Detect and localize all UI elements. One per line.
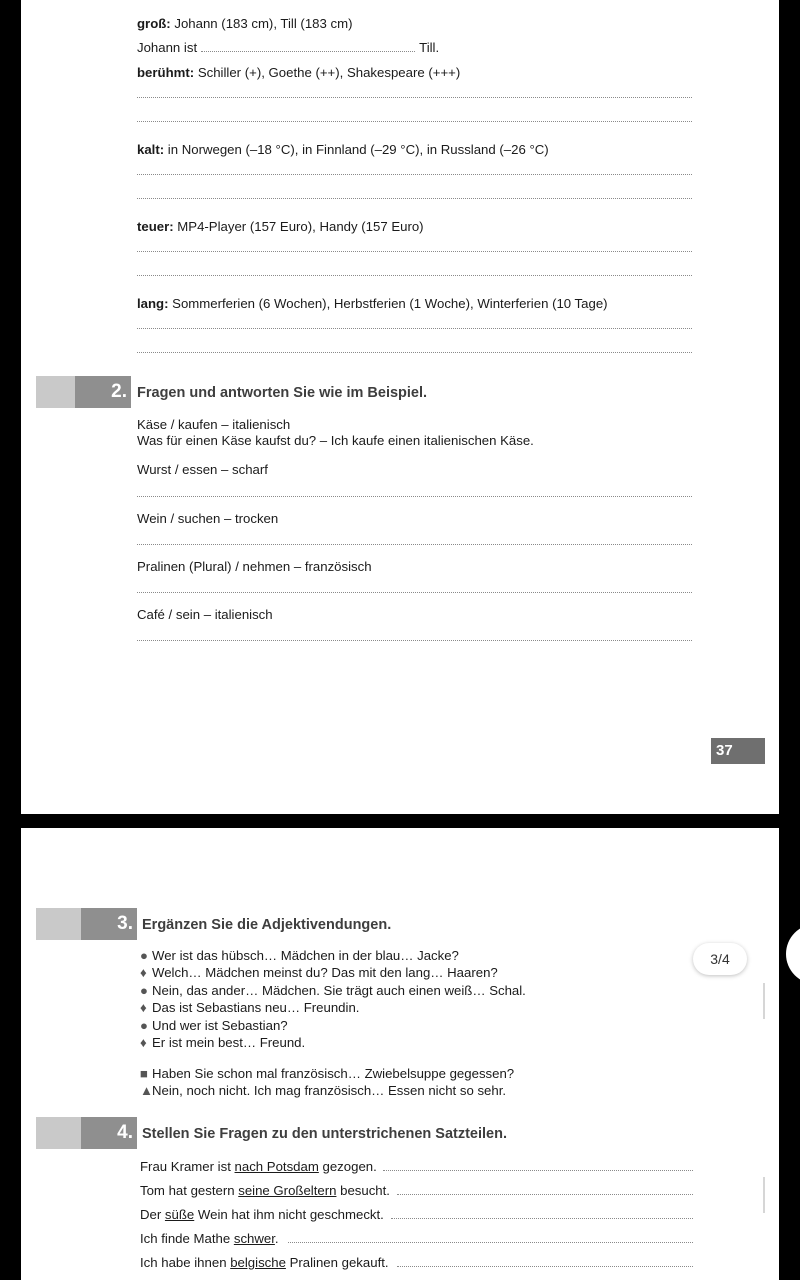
- bullet-icon: ●: [140, 1018, 148, 1033]
- answer-line[interactable]: [397, 1194, 693, 1195]
- answer-line[interactable]: [137, 275, 692, 276]
- sentence: Der süße Wein hat ihm nicht geschmeckt.: [140, 1207, 384, 1222]
- triangle-icon: ▲: [140, 1083, 154, 1098]
- sentence: Tom hat gestern seine Großeltern besucht.: [140, 1183, 390, 1198]
- exercise-number: 3.: [81, 908, 137, 940]
- square-icon: ■: [140, 1066, 148, 1081]
- answer-line[interactable]: [137, 97, 692, 98]
- diamond-icon: ♦: [140, 1035, 147, 1050]
- example-line-2: Was für einen Käse kaufst du? – Ich kaufe einen italienischen Käse.: [137, 433, 534, 448]
- answer-line[interactable]: [137, 352, 692, 353]
- answer-line[interactable]: [288, 1242, 693, 1243]
- answer-line[interactable]: [137, 121, 692, 122]
- sentence: Ich finde Mathe schwer.: [140, 1231, 279, 1246]
- prompt-item: Wurst / essen – scharf: [137, 462, 268, 477]
- bullet-icon: ●: [140, 948, 148, 963]
- answer-line[interactable]: [137, 592, 692, 593]
- line-lang: lang: Sommerferien (6 Wochen), Herbstferien (1 Woche), Winterferien (10 Tage): [137, 296, 608, 311]
- answer-line[interactable]: [397, 1266, 693, 1267]
- page-indicator: 3/4: [693, 943, 747, 975]
- answer-line[interactable]: [137, 251, 692, 252]
- diamond-icon: ♦: [140, 965, 147, 980]
- line-beruehmt: berühmt: Schiller (+), Goethe (++), Shakespeare (+++): [137, 65, 461, 80]
- scroll-track[interactable]: [763, 983, 765, 1019]
- answer-line[interactable]: [391, 1218, 693, 1219]
- page-1: [21, 0, 779, 814]
- bullet-icon: ●: [140, 983, 148, 998]
- example-line-1: Käse / kaufen – italienisch: [137, 417, 291, 432]
- page-2: [21, 828, 779, 1280]
- answer-line[interactable]: [137, 640, 692, 641]
- prompt-item: Café / sein – italienisch: [137, 607, 273, 622]
- answer-line[interactable]: [137, 174, 692, 175]
- exercise-4-heading: Stellen Sie Fragen zu den unterstrichenen Satzteilen.: [142, 1126, 507, 1142]
- exercise-2-bar: [36, 376, 131, 408]
- line-teuer: teuer: MP4-Player (157 Euro), Handy (157 Euro): [137, 219, 424, 234]
- line-johann: Johann ist Till.: [137, 40, 440, 55]
- scroll-track[interactable]: [763, 1177, 765, 1213]
- answer-blank[interactable]: [201, 50, 415, 52]
- dialog-line: ■ Haben Sie schon mal französisch… Zwiebelsuppe gegessen?: [140, 1066, 515, 1081]
- exercise-number: 2.: [75, 376, 131, 408]
- answer-line[interactable]: [137, 544, 692, 545]
- diamond-icon: ♦: [140, 1000, 147, 1015]
- line-gross: groß: Johann (183 cm), Till (183 cm): [137, 16, 353, 31]
- sentence: Ich habe ihnen belgische Pralinen gekauft.: [140, 1255, 389, 1270]
- line-kalt: kalt: in Norwegen (–18 °C), in Finnland (–29 °C), in Russland (–26 °C): [137, 142, 549, 157]
- dialog-line: ♦ Das ist Sebastians neu… Freundin.: [140, 1000, 360, 1015]
- prompt-item: Pralinen (Plural) / nehmen – französisch: [137, 559, 372, 574]
- answer-line[interactable]: [137, 496, 692, 497]
- prompt-item: Wein / suchen – trocken: [137, 511, 279, 526]
- answer-line[interactable]: [137, 328, 692, 329]
- dialog-line: ▲Nein, noch nicht. Ich mag französisch… Essen nicht so sehr.: [140, 1083, 507, 1098]
- exercise-2-heading: Fragen und antworten Sie wie im Beispiel.: [137, 385, 428, 401]
- exercise-3-bar: [36, 908, 137, 940]
- exercise-4-bar: [36, 1117, 137, 1149]
- answer-line[interactable]: [383, 1170, 693, 1171]
- dialog-line: ♦ Welch… Mädchen meinst du? Das mit den lang… Haaren?: [140, 965, 498, 980]
- page-number-badge: 37: [711, 738, 765, 764]
- floating-action-button[interactable]: [786, 924, 800, 984]
- exercise-3-heading: Ergänzen Sie die Adjektivendungen.: [142, 917, 392, 933]
- dialog-line: ● Nein, das ander… Mädchen. Sie trägt auch einen weiß… Schal.: [140, 983, 526, 998]
- dialog-line: ● Und wer ist Sebastian?: [140, 1018, 288, 1033]
- dialog-line: ♦ Er ist mein best… Freund.: [140, 1035, 306, 1050]
- sentence: Frau Kramer ist nach Potsdam gezogen.: [140, 1159, 377, 1174]
- dialog-line: ● Wer ist das hübsch… Mädchen in der blau… Jacke?: [140, 948, 459, 963]
- answer-line[interactable]: [137, 198, 692, 199]
- exercise-number: 4.: [81, 1117, 137, 1149]
